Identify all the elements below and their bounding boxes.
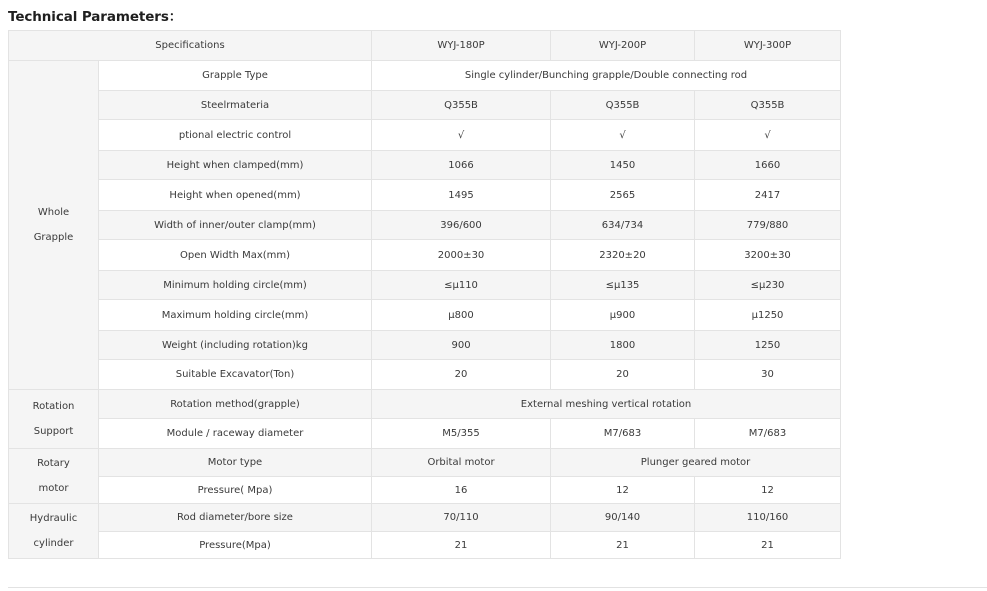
row-label: Height when opened(mm) (99, 180, 372, 211)
table-row (9, 477, 841, 504)
table-cell: 21 (551, 532, 695, 559)
table-cell: √ (695, 120, 841, 151)
header-specifications: Specifications (9, 31, 372, 61)
table-cell: √ (372, 120, 551, 151)
table-cell: ≤µ110 (372, 271, 551, 300)
row-label: Steelrmateria (99, 91, 372, 120)
table-cell: 779/880 (695, 211, 841, 240)
table-cell: 12 (695, 477, 841, 504)
group-label: Grapple (33, 232, 74, 243)
table-cell: 2417 (695, 180, 841, 211)
table-cell: 90/140 (551, 504, 695, 532)
table-cell: 21 (695, 532, 841, 559)
row-label: Motor type (99, 449, 372, 477)
row-label: Pressure(Mpa) (99, 532, 372, 559)
group-whole-grapple (9, 61, 99, 390)
group-label: cylinder (33, 538, 74, 549)
table-row (9, 211, 841, 240)
table-cell: √ (551, 120, 695, 151)
table-cell: M7/683 (551, 419, 695, 449)
group-label: Rotary (37, 458, 70, 469)
table-cell: External meshing vertical rotation (372, 390, 841, 419)
table-row (9, 449, 841, 477)
table-cell: Single cylinder/Bunching grapple/Double connecting rod (372, 61, 841, 91)
table-cell: 110/160 (695, 504, 841, 532)
table-cell: 900 (372, 331, 551, 360)
row-label: Rotation method(grapple) (99, 390, 372, 419)
table-cell: 396/600 (372, 211, 551, 240)
table-cell: Q355B (695, 91, 841, 120)
table-cell: 21 (372, 532, 551, 559)
table-cell: 70/110 (372, 504, 551, 532)
table-row (9, 151, 841, 180)
table-cell: M5/355 (372, 419, 551, 449)
table-cell: 1495 (372, 180, 551, 211)
group-label: Support (33, 426, 74, 437)
table-row (9, 532, 841, 559)
table-row (9, 61, 841, 91)
table-row (9, 91, 841, 120)
table-cell: Plunger geared motor (551, 449, 841, 477)
group-rotary-motor (9, 449, 99, 504)
group-label: Whole (37, 207, 70, 218)
table-cell: 1066 (372, 151, 551, 180)
table-cell: 20 (551, 360, 695, 390)
table-row (9, 390, 841, 419)
table-row (9, 120, 841, 151)
row-label: Pressure( Mpa) (99, 477, 372, 504)
row-label: Open Width Max(mm) (99, 240, 372, 271)
row-label: ptional electric control (99, 120, 372, 151)
table-cell: 16 (372, 477, 551, 504)
table-row (9, 271, 841, 300)
table-cell: 634/734 (551, 211, 695, 240)
table-cell: 1450 (551, 151, 695, 180)
table-cell: Q355B (551, 91, 695, 120)
table-row (9, 240, 841, 271)
group-label: Hydraulic (29, 513, 78, 524)
row-label: Maximum holding circle(mm) (99, 300, 372, 331)
table-cell: 2565 (551, 180, 695, 211)
table-cell: ≤µ135 (551, 271, 695, 300)
page-title: Technical Parameters： (8, 9, 183, 25)
row-label: Rod diameter/bore size (99, 504, 372, 532)
divider (8, 587, 987, 588)
row-label: Minimum holding circle(mm) (99, 271, 372, 300)
table-cell: Q355B (372, 91, 551, 120)
header-model: WYJ-300P (695, 31, 841, 61)
table-cell: 12 (551, 477, 695, 504)
table-cell: 2000±30 (372, 240, 551, 271)
header-model: WYJ-200P (551, 31, 695, 61)
table-cell: µ800 (372, 300, 551, 331)
table-cell: Orbital motor (372, 449, 551, 477)
group-hydraulic-cylinder (9, 504, 99, 559)
table-cell: 1660 (695, 151, 841, 180)
group-rotation-support (9, 390, 99, 449)
row-label: Width of inner/outer clamp(mm) (99, 211, 372, 240)
table-cell: 1800 (551, 331, 695, 360)
row-label: Height when clamped(mm) (99, 151, 372, 180)
table-cell: M7/683 (695, 419, 841, 449)
table-cell: 20 (372, 360, 551, 390)
row-label: Grapple Type (99, 61, 372, 91)
row-label: Suitable Excavator(Ton) (99, 360, 372, 390)
table-cell: 1250 (695, 331, 841, 360)
table-cell: 3200±30 (695, 240, 841, 271)
group-label: motor (38, 483, 69, 494)
table-row (9, 300, 841, 331)
row-label: Weight (including rotation)kg (99, 331, 372, 360)
table-cell: 30 (695, 360, 841, 390)
table-cell: 2320±20 (551, 240, 695, 271)
table-row (9, 504, 841, 532)
row-label: Module / raceway diameter (99, 419, 372, 449)
table-row (9, 360, 841, 390)
technical-parameters-table (8, 30, 841, 559)
header-model: WYJ-180P (372, 31, 551, 61)
group-label: Rotation (32, 401, 75, 412)
table-row (9, 419, 841, 449)
table-cell: µ1250 (695, 300, 841, 331)
table-row (9, 331, 841, 360)
table-cell: µ900 (551, 300, 695, 331)
header-row (9, 31, 841, 61)
table-row (9, 180, 841, 211)
table-cell: ≤µ230 (695, 271, 841, 300)
